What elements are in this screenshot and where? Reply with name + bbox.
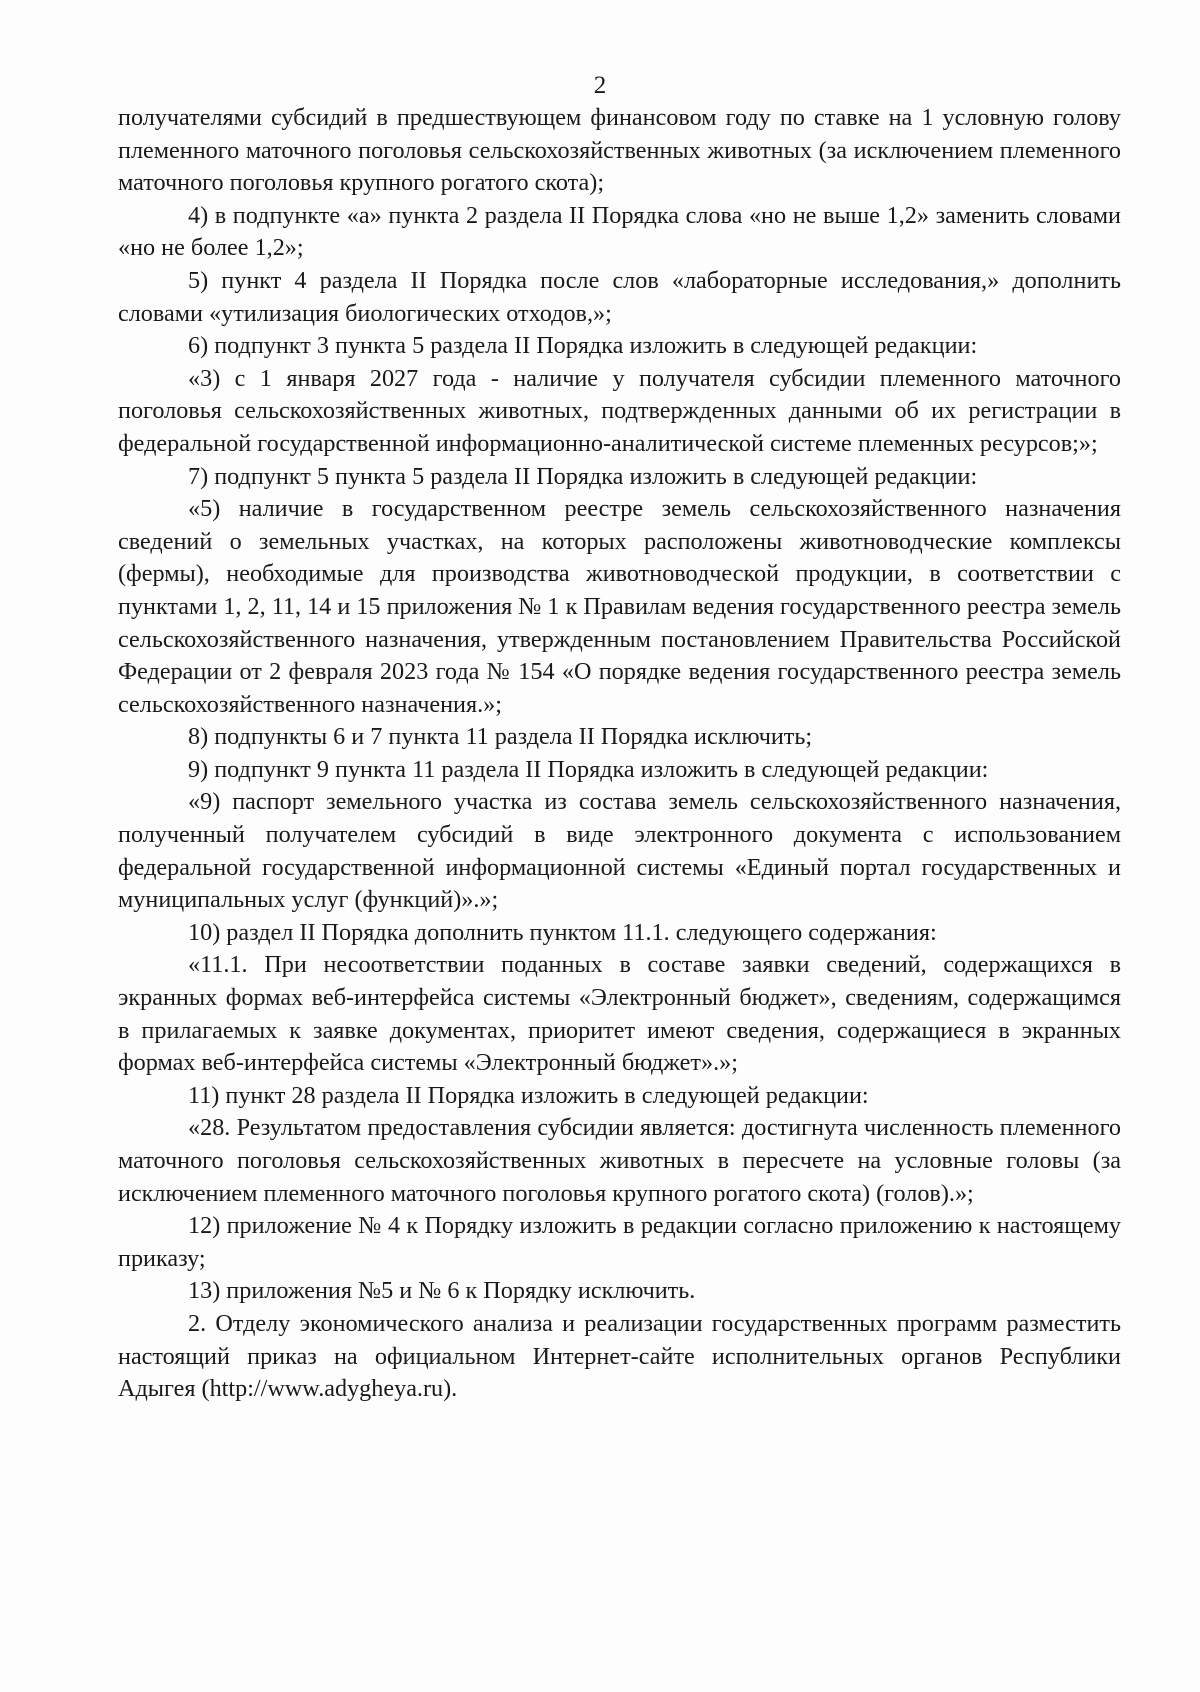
- paragraph: «9) паспорт земельного участка из состава земель сельскохозяйственного назначения, полученный получателем субсидий в виде электронного документа с использованием федеральной государственной информационной системы «Единый портал государственных и муниципальных услуг (функций)».»;: [118, 788, 1121, 914]
- paragraph: 9) подпункт 9 пункта 11 раздела II Порядка изложить в следующей редакции:: [188, 755, 989, 783]
- paragraph: 10) раздел II Порядка дополнить пунктом 11.1. следующего содержания:: [188, 918, 937, 946]
- paragraph: 5) пункт 4 раздела II Порядка после слов «лабораторные исследования,» дополнить словами «утилизация биологических отходов,»;: [118, 266, 1121, 327]
- paragraph: «3) с 1 января 2027 года - наличие у получателя субсидии племенного маточного поголовья сельскохозяйственных животных, подтвержденных данными об их регистрации в федеральной государственной информационно-аналитической системе племенных ресурсов;»;: [118, 364, 1121, 457]
- paragraph: 12) приложение № 4 к Порядку изложить в редакции согласно приложению к настоящему приказу;: [118, 1212, 1121, 1272]
- paragraph: «11.1. При несоответствии поданных в составе заявки сведений, содержащихся в экранных формах веб-интерфейса системы «Электронный бюджет», сведениям, содержащимся в прилагаемых к заявке документах, приоритет имеют сведения, содержащиеся в экранных формах веб-интерфейса системы «Электронный бюджет».»;: [118, 951, 1121, 1077]
- document-body: [118, 102, 1121, 1406]
- paragraph: «5) наличие в государственном реестре земель сельскохозяйственного назначения сведений о земельных участках, на которых расположены животноводческие комплексы (фермы), необходимые для производства животноводческой продукции, в соответствии с пунктами 1, 2, 11, 14 и 15 приложения № 1 к Правилам ведения государственного реестра земель сельскохозяйственного назначения, утвержденным постановлением Правительства Российской Федерации от 2 февраля 2023 года № 154 «О порядке ведения государственного реестра земель сельскохозяйственного назначения.»;: [118, 495, 1121, 718]
- page-number: 2: [593, 72, 607, 99]
- paragraph: 6) подпункт 3 пункта 5 раздела II Порядка изложить в следующей редакции:: [188, 332, 978, 360]
- paragraph: 8) подпункты 6 и 7 пункта 11 раздела II Порядка исключить;: [188, 723, 813, 751]
- paragraph: 7) подпункт 5 пункта 5 раздела II Порядка изложить в следующей редакции:: [188, 462, 978, 490]
- paragraph: 13) приложения №5 и № 6 к Порядку исключить.: [188, 1277, 696, 1305]
- paragraph: 4) в подпункте «а» пункта 2 раздела II Порядка слова «но не выше 1,2» заменить словами «но не более 1,2»;: [118, 201, 1121, 262]
- paragraph: 2. Отделу экономического анализа и реализации государственных программ разместить настоящий приказ на официальном Интернет-сайте исполнительных органов Республики Адыгея (http://www.adygheya.ru).: [118, 1309, 1121, 1403]
- paragraph: 11) пункт 28 раздела II Порядка изложить в следующей редакции:: [188, 1081, 869, 1109]
- paragraph: получателями субсидий в предшествующем финансовом году по ставке на 1 условную голову племенного маточного поголовья сельскохозяйственных животных (за исключением племенного маточного поголовья крупного рогатого скота);: [118, 104, 1121, 197]
- paragraph: «28. Результатом предоставления субсидии является: достигнута численность племенного маточного поголовья сельскохозяйственных животных в пересчете на условные головы (за исключением племенного маточного поголовья крупного рогатого скота) (голов).»;: [118, 1114, 1121, 1207]
